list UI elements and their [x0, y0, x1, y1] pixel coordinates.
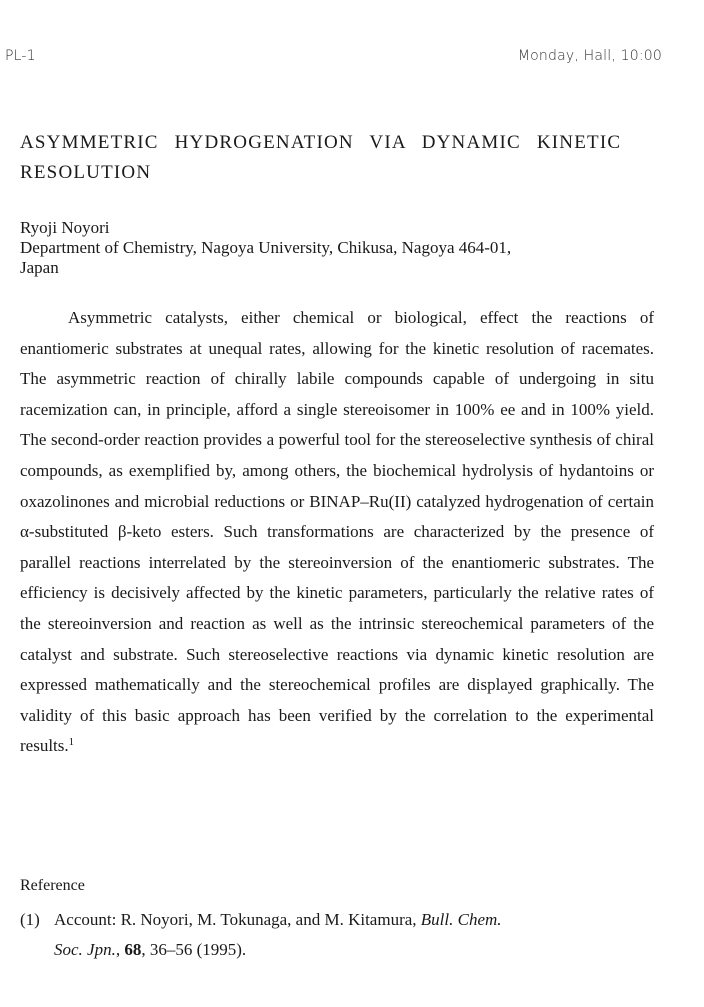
- reference-heading: Reference: [20, 877, 85, 894]
- footnote-marker: 1: [68, 736, 75, 749]
- paper-title: [20, 128, 660, 188]
- title-line-1: ASYMMETRIC HYDROGENATION VIA DYNAMIC KINETIC: [20, 132, 622, 153]
- journal-name-part1: Bull. Chem.: [420, 910, 502, 929]
- session-code: PL-1: [5, 48, 36, 64]
- journal-name-part2: Soc. Jpn.: [54, 940, 116, 959]
- author-affiliation: Department of Chemistry, Nagoya University, Chikusa, Nagoya 464-01,: [20, 238, 512, 257]
- reference-pages-year: , 36–56 (1995).: [141, 940, 247, 959]
- author-country: Japan: [20, 258, 59, 277]
- reference-item: [20, 905, 654, 965]
- abstract-text: Asymmetric catalysts, either chemical or biological, effect the reactions of enantiomeric substrates at unequal rates, allowing for the kinetic resolution of racemates. The asymmetric reaction of chirally labile compounds capable of undergoing in situ racemization can, in principle, afford a single stereoisomer in 100% ee and in 100% yield. The second-order reaction provides a powerful tool for the stereoselective synthesis of chiral compounds, as exemplified by, among others, the biochemical hydrolysis of hydantoins or oxazolinones and microbial reductions or BINAP–Ru(II) catalyzed hydrogenation of certain α-substituted β-keto esters. Such transformations are characterized by the presence of parallel reactions interrelated by the stereoinversion of the enantiomeric substrates. The efficiency is decisively affected by the kinetic parameters, particularly the relative rates of the stereoinversion and reaction as well as the intrinsic stereochemical parameters of the catalyst and substrate. Such stereoselective reactions via dynamic kinetic resolution are expressed mathematically and the stereochemical profiles are displayed graphically. The validity of this basic approach has been verified by the correlation to the experimental results.: [20, 308, 654, 756]
- author-block: [20, 218, 660, 278]
- reference-authors: Account: R. Noyori, M. Tokunaga, and M. Kitamura,: [54, 910, 421, 929]
- abstract-paragraph: [20, 303, 654, 762]
- reference-separator: ,: [115, 940, 125, 959]
- reference-number: (1): [20, 910, 40, 929]
- reference-continuation: [20, 935, 654, 965]
- title-line-2: RESOLUTION: [20, 162, 152, 183]
- author-name: Ryoji Noyori: [20, 218, 110, 237]
- session-schedule: Monday, Hall, 10:00: [517, 48, 662, 64]
- journal-volume: 68: [124, 940, 142, 959]
